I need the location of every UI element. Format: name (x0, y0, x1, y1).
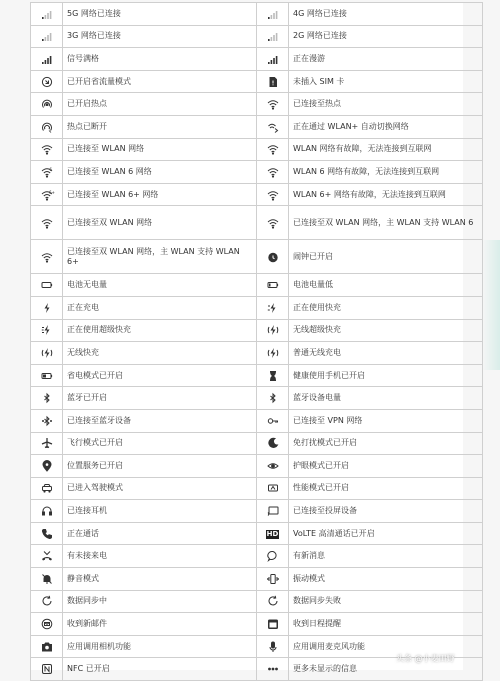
table-row (31, 477, 483, 500)
table-row (31, 432, 483, 455)
wifi-6-plus-error-icon (257, 183, 289, 206)
status-icon-table (30, 2, 483, 681)
battery-low-icon (257, 274, 289, 297)
icon-description: 正在充电 (63, 296, 257, 319)
table-row (31, 613, 483, 636)
table-row (31, 364, 483, 387)
cellular-2g-icon (257, 25, 289, 48)
table-row (31, 48, 483, 71)
wireless-super-charging-icon (257, 319, 289, 342)
dual-wifi-6-icon (257, 206, 289, 240)
svg-text:6: 6 (48, 166, 52, 172)
no-sim-icon (257, 70, 289, 93)
icon-description: 闹钟已开启 (289, 240, 483, 274)
icon-description: 正在通话 (63, 522, 257, 545)
icon-description: 振动模式 (289, 568, 483, 591)
table-row (31, 319, 483, 342)
icon-description: 已连接至双 WLAN 网络 (63, 206, 257, 240)
icon-description: 普通无线充电 (289, 342, 483, 365)
location-pin-icon (31, 455, 63, 478)
table-row (31, 274, 483, 297)
right-edge-shading (482, 240, 500, 370)
icon-description: 有未接来电 (63, 545, 257, 568)
hourglass-icon (257, 364, 289, 387)
table-row (31, 93, 483, 116)
icon-description: 护眼模式已开启 (289, 455, 483, 478)
icon-description: 静音模式 (63, 568, 257, 591)
alarm-icon (257, 240, 289, 274)
icon-description: 已连接至双 WLAN 网络，主 WLAN 支持 WLAN 6 (289, 206, 483, 240)
bluetooth-connected-icon (31, 409, 63, 432)
charging-icon (31, 296, 63, 319)
icon-description: 正在使用快充 (289, 296, 483, 319)
eye-icon (257, 455, 289, 478)
icon-description: 省电模式已开启 (63, 364, 257, 387)
icon-description: 健康使用手机已开启 (289, 364, 483, 387)
icon-description: 已进入驾驶模式 (63, 477, 257, 500)
icon-description: 已开启热点 (63, 93, 257, 116)
icon-description: 未插入 SIM 卡 (289, 70, 483, 93)
wireless-charging-icon (257, 342, 289, 365)
wifi-6-icon (31, 161, 63, 184)
cellular-3g-icon (31, 25, 63, 48)
hotspot-icon (31, 93, 63, 116)
hotspot-disconnected-icon (31, 115, 63, 138)
icon-description: 数据同步中 (63, 590, 257, 613)
icon-description: 正在使用超级快充 (63, 319, 257, 342)
icon-description: 已连接至蓝牙设备 (63, 409, 257, 432)
wireless-fast-charging-icon (31, 342, 63, 365)
icon-description: 4G 网络已连接 (289, 3, 483, 26)
calendar-icon (257, 613, 289, 636)
table-row (31, 590, 483, 613)
icon-description: 位置服务已开启 (63, 455, 257, 478)
icon-description: 3G 网络已连接 (63, 25, 257, 48)
icon-description: 收到新邮件 (63, 613, 257, 636)
icon-description: 无线超级快充 (289, 319, 483, 342)
icon-description: 数据同步失败 (289, 590, 483, 613)
icon-description: 热点已断开 (63, 115, 257, 138)
wlan-plus-auto-switch-icon (257, 115, 289, 138)
icon-description: 飞行模式已开启 (63, 432, 257, 455)
icon-description: WLAN 网络有故障，无法连接到互联网 (289, 138, 483, 161)
wifi-6-error-icon (257, 161, 289, 184)
dual-wifi-icon (31, 206, 63, 240)
camera-icon (31, 635, 63, 658)
icon-description: 已连接耳机 (63, 500, 257, 523)
message-bubble-icon (257, 545, 289, 568)
signal-full-icon (31, 48, 63, 71)
microphone-icon (257, 635, 289, 658)
wifi-error-icon (257, 138, 289, 161)
icon-description: 5G 网络已连接 (63, 3, 257, 26)
fast-charging-icon (257, 296, 289, 319)
watermark: 头条 @小麦田野 (396, 654, 455, 663)
car-icon (31, 477, 63, 500)
table-row (31, 3, 483, 26)
roaming-icon (257, 48, 289, 71)
icon-description: NFC 已开启 (63, 658, 257, 681)
airplane-icon (31, 432, 63, 455)
sync-icon (31, 590, 63, 613)
icon-description: 无线快充 (63, 342, 257, 365)
icon-description: 已连接至热点 (289, 93, 483, 116)
moon-icon (257, 432, 289, 455)
icon-reference-sheet (30, 2, 474, 674)
icon-description: 已连接至 WLAN 6+ 网络 (63, 183, 257, 206)
table-row (31, 342, 483, 365)
icon-description: 已连接至 VPN 网络 (289, 409, 483, 432)
icon-description: 2G 网络已连接 (289, 25, 483, 48)
icon-description: 有新消息 (289, 545, 483, 568)
icon-description: 已连接至 WLAN 网络 (63, 138, 257, 161)
cast-screen-icon (257, 500, 289, 523)
bell-mute-icon (31, 568, 63, 591)
super-charging-icon (31, 319, 63, 342)
power-saving-icon (31, 364, 63, 387)
icon-description: 已开启省流量模式 (63, 70, 257, 93)
bluetooth-icon (31, 387, 63, 410)
icon-description: 已连接至 WLAN 6 网络 (63, 161, 257, 184)
missed-call-icon (31, 545, 63, 568)
icon-description: 收到日程提醒 (289, 613, 483, 636)
table-row (31, 455, 483, 478)
icon-description: WLAN 6+ 网络有故障，无法连接到互联网 (289, 183, 483, 206)
cellular-5g-icon (31, 3, 63, 26)
icon-description: 应用调用相机功能 (63, 635, 257, 658)
icon-description: 正在通过 WLAN+ 自动切换网络 (289, 115, 483, 138)
icon-description: 蓝牙设备电量 (289, 387, 483, 410)
icon-description: 电池无电量 (63, 274, 257, 297)
icon-description: 已连接至双 WLAN 网络，主 WLAN 支持 WLAN 6+ (63, 240, 257, 274)
table-row (31, 545, 483, 568)
cellular-4g-icon (257, 3, 289, 26)
icon-description: 免打扰模式已开启 (289, 432, 483, 455)
wifi-hotspot-connected-icon (257, 93, 289, 116)
table-row (31, 409, 483, 432)
svg-text:6+: 6+ (48, 189, 55, 195)
icon-description: 应用调用麦克风功能 (289, 635, 483, 658)
table-row (31, 296, 483, 319)
icon-description: 性能模式已开启 (289, 477, 483, 500)
dual-wifi-6-plus-icon (31, 240, 63, 274)
table-row (31, 25, 483, 48)
icon-description: 更多未显示的信息 (289, 658, 483, 681)
icon-description: 已连接至投屏设备 (289, 500, 483, 523)
icon-description: 正在漫游 (289, 48, 483, 71)
phone-icon (31, 522, 63, 545)
hd-icon: HD (257, 522, 289, 545)
table-row (31, 115, 483, 138)
headphones-icon (31, 500, 63, 523)
table-row (31, 183, 483, 206)
table-row (31, 206, 483, 240)
nfc-icon (31, 658, 63, 681)
table-row (31, 70, 483, 93)
wifi-6-plus-icon (31, 183, 63, 206)
wifi-icon (31, 138, 63, 161)
mail-icon (31, 613, 63, 636)
bluetooth-battery-icon (257, 387, 289, 410)
table-row (31, 161, 483, 184)
table-row (31, 568, 483, 591)
table-row (31, 500, 483, 523)
sync-failed-icon (257, 590, 289, 613)
vpn-key-icon (257, 409, 289, 432)
table-row (31, 138, 483, 161)
icon-description: 信号满格 (63, 48, 257, 71)
icon-description: 蓝牙已开启 (63, 387, 257, 410)
icon-description: VoLTE 高清通话已开启 (289, 522, 483, 545)
table-row (31, 387, 483, 410)
data-saver-icon (31, 70, 63, 93)
more-dots-icon (257, 658, 289, 681)
vibrate-icon (257, 568, 289, 591)
icon-description: 电池电量低 (289, 274, 483, 297)
table-row (31, 522, 483, 545)
table-row (31, 240, 483, 274)
performance-icon (257, 477, 289, 500)
icon-description: WLAN 6 网络有故障，无法连接到互联网 (289, 161, 483, 184)
battery-empty-icon (31, 274, 63, 297)
